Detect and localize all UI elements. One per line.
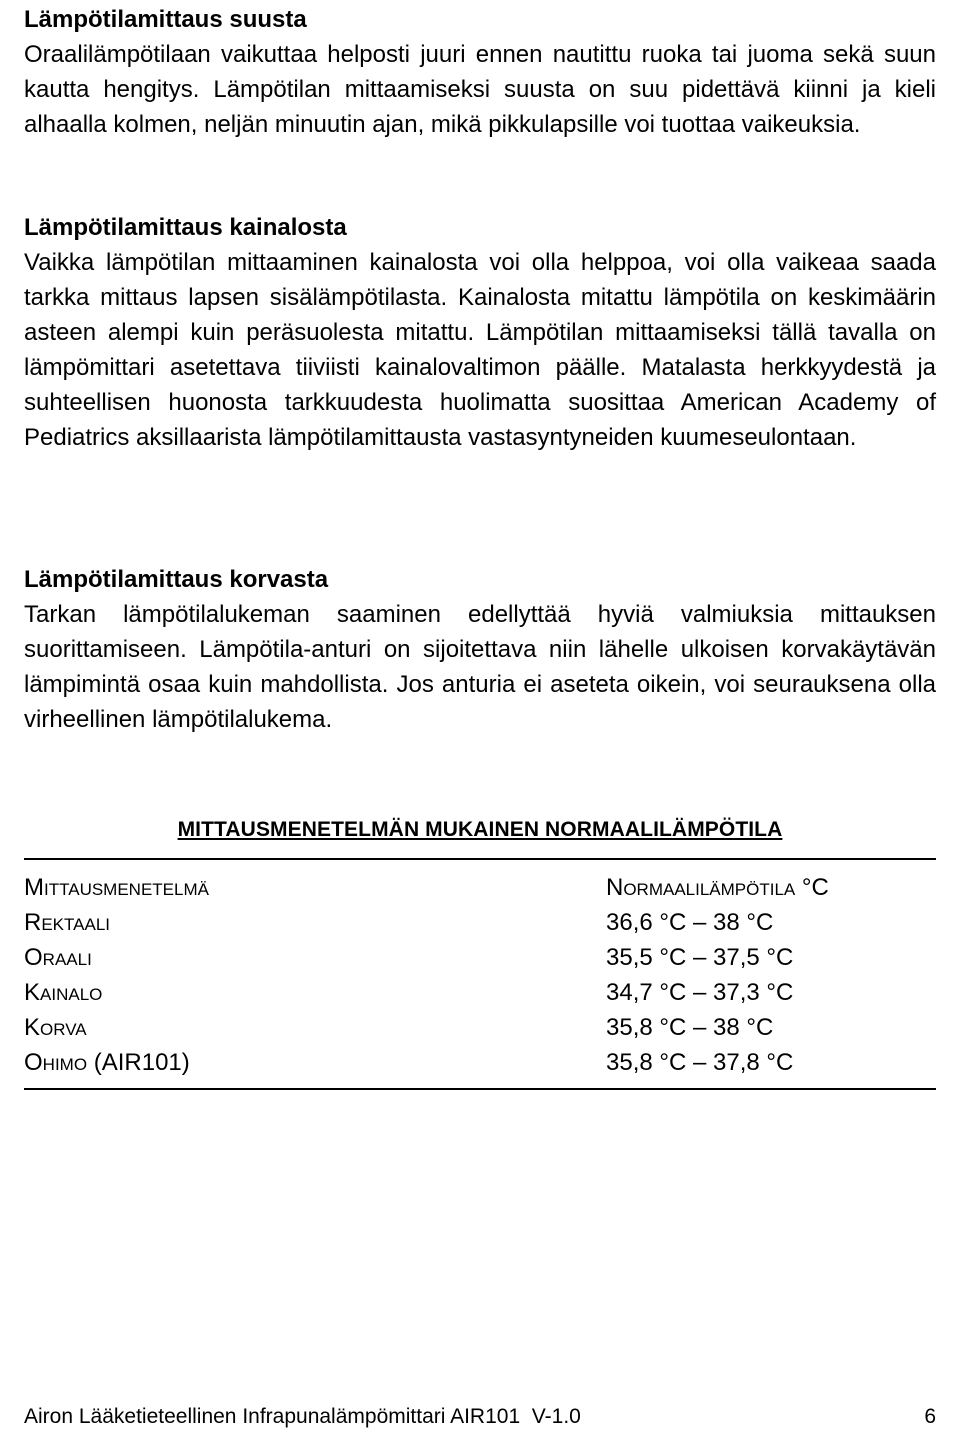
section-heading-axillary: Lämpötilamittaus kainalosta [24, 214, 347, 241]
normal-temperature-table [24, 858, 936, 1090]
section-heading-ear: Lämpötilamittaus korvasta [24, 566, 329, 593]
table-row [24, 905, 936, 940]
page-footer [24, 1403, 936, 1431]
table-header-row [24, 870, 936, 905]
section-body-ear: Tarkan lämpötilalukeman saaminen edellyttää hyviä valmiuksia mittauksen suorittamiseen. Lämpötila-anturi on sijoitettava niin lähelle ulkoisen korvakäytävän lämpimintä osaa kuin mahdollista. Jos anturia ei aseteta oikein, voi seurauksena olla virheellinen lämpötilalukema. [24, 601, 936, 733]
table-row [24, 940, 936, 975]
section-heading-oral: Lämpötilamittaus suusta [24, 6, 307, 33]
row-method: Korva [24, 1013, 87, 1041]
header-method: Mittausmenetelmä [24, 873, 209, 901]
row-range: 35,5 °C – 37,5 °C [606, 943, 794, 971]
table-row [24, 1010, 936, 1045]
table-title: MITTAUSMENETELMÄN MUKAINEN NORMAALILÄMPÖTILA [177, 818, 783, 841]
page-number: 6 [924, 1405, 936, 1428]
row-range: 35,8 °C – 37,8 °C [606, 1048, 794, 1076]
row-range: 36,6 °C – 38 °C [606, 908, 774, 936]
header-range: Normaalilämpötila °C [606, 873, 829, 901]
row-method-cell [24, 1049, 606, 1077]
row-method: Ohimo [24, 1048, 88, 1076]
table-row [24, 1045, 936, 1080]
row-method-suffix: (AIR101) [93, 1048, 190, 1076]
section-axillary [24, 210, 936, 455]
table-row [24, 975, 936, 1010]
row-method: Rektaali [24, 908, 110, 936]
row-range: 34,7 °C – 37,3 °C [606, 978, 794, 1006]
section-ear [24, 562, 936, 737]
footer-title: Airon Lääketieteellinen Infrapunalämpömittari AIR101 V-1.0 [24, 1405, 581, 1428]
section-oral [24, 2, 936, 142]
row-method: Kainalo [24, 978, 103, 1006]
row-range: 35,8 °C – 38 °C [606, 1013, 774, 1041]
section-body-axillary: Vaikka lämpötilan mittaaminen kainalosta voi olla helppoa, voi olla vaikeaa saada tarkka mittaus lapsen sisälämpötilasta. Kainalosta mitattu lämpötila on keskimäärin asteen alempi kuin peräsuolesta mitattu. Lämpötilan mittaamiseksi tällä tavalla on lämpömittari asetettava tiiviisti kainalovaltimon päälle. Matalasta herkkyydestä ja suhteellisen huonosta tarkkuudesta huolimatta suosittaa American Academy of Pediatrics aksillaarista lämpötilamittausta vastasyntyneiden kuumeseulontaan. [24, 249, 936, 451]
section-body-oral: Oraalilämpötilaan vaikuttaa helposti juuri ennen nautittu ruoka tai juoma sekä suun kautta hengitys. Lämpötilan mittaamiseksi suusta on suu pidettävä kiinni ja kieli alhaalla kolmen, neljän minuutin ajan, mikä pikkulapsille voi tuottaa vaikeuksia. [24, 41, 936, 138]
row-method: Oraali [24, 943, 92, 971]
